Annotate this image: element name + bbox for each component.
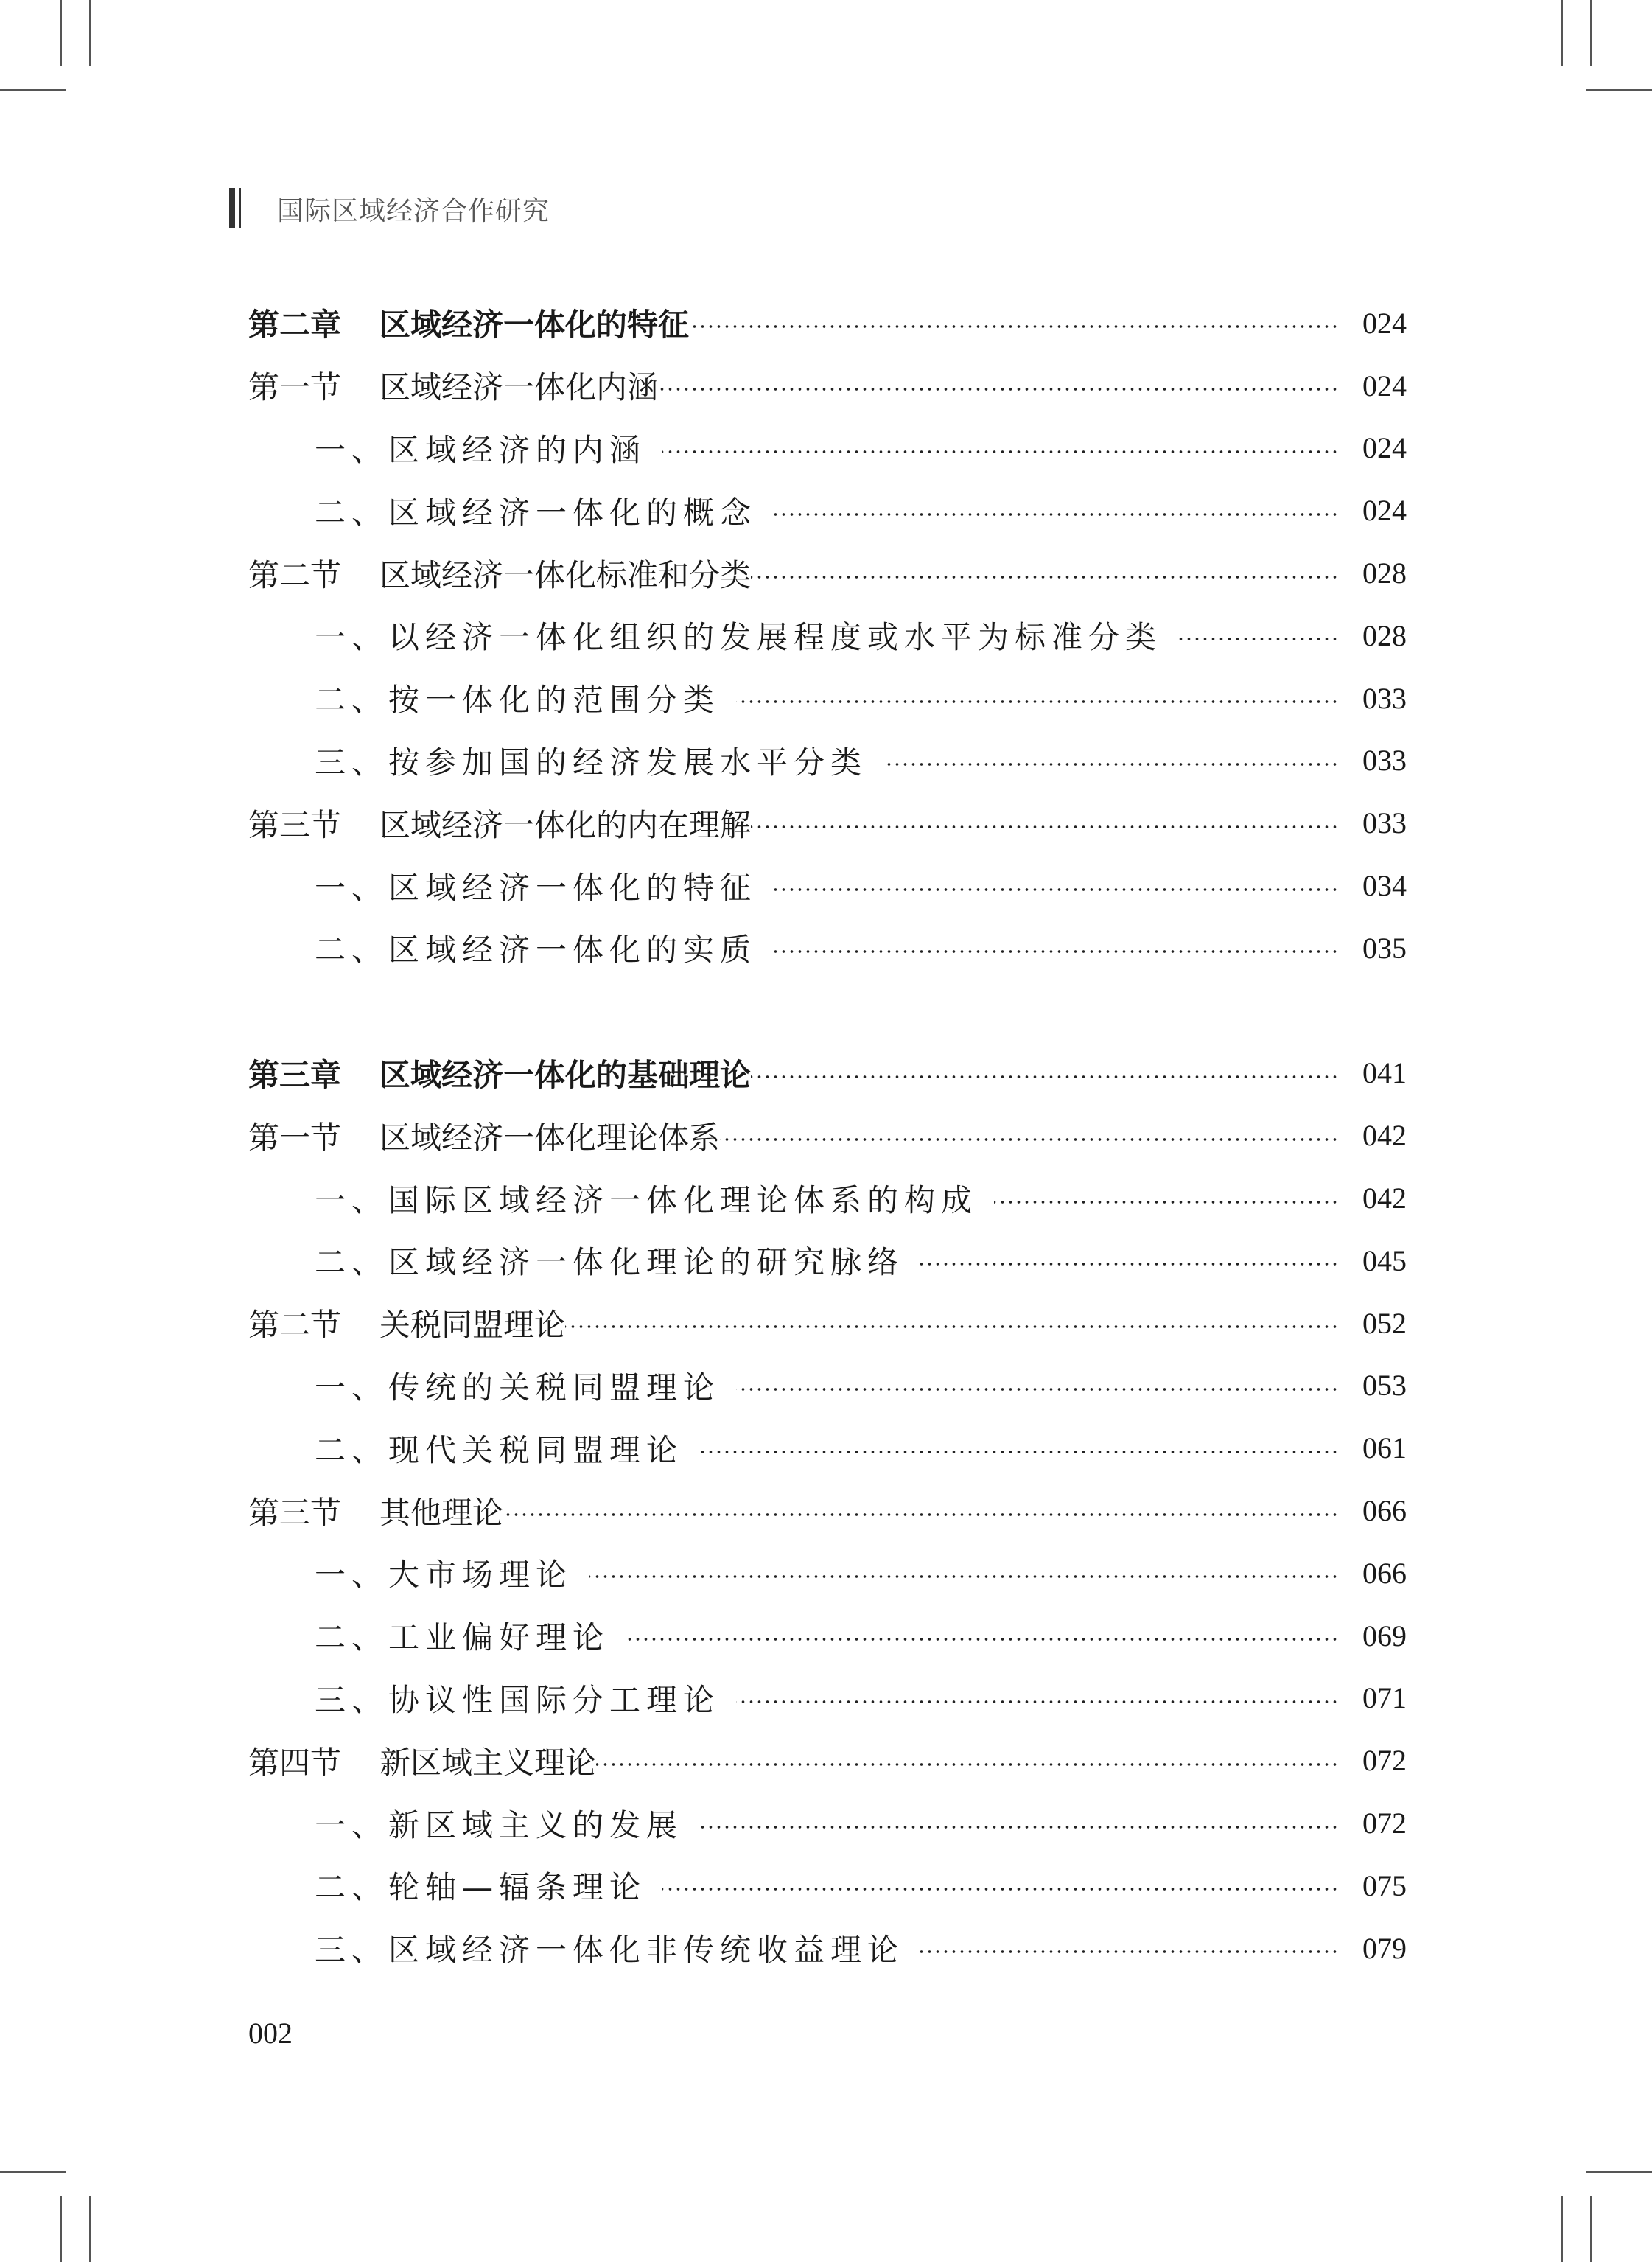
toc-entry-page: 041	[1362, 1056, 1407, 1090]
toc-entry-number: 第四节	[248, 1744, 342, 1781]
toc-section	[248, 792, 1407, 854]
toc-entry-page: 053	[1362, 1369, 1407, 1403]
toc-entry-title: 一、传统的关税同盟理论	[315, 1369, 721, 1406]
toc-entry-number: 第一节	[248, 1119, 342, 1156]
toc-entry-page: 061	[1362, 1431, 1407, 1465]
toc-item	[248, 604, 1407, 667]
toc-item	[248, 417, 1407, 480]
toc-entry-title: 一、大市场理论	[315, 1557, 573, 1593]
dot-leader	[503, 1512, 1339, 1517]
toc-entry-title: 二、工业偏好理论	[315, 1619, 610, 1656]
toc-entry-page: 075	[1362, 1868, 1407, 1902]
crop-mark	[60, 0, 62, 66]
toc-entry-label	[315, 489, 757, 533]
dot-leader	[751, 1075, 1339, 1079]
toc-entry-label	[315, 926, 757, 970]
toc-section	[248, 1479, 1407, 1542]
dot-leader	[626, 1637, 1339, 1641]
toc-item	[248, 1667, 1407, 1730]
toc-entry-number: 第二节	[248, 1307, 342, 1344]
toc-item	[248, 1355, 1407, 1417]
toc-section	[248, 355, 1407, 417]
toc-entry-page: 066	[1362, 1556, 1407, 1590]
dot-leader	[773, 949, 1339, 954]
toc-entry-page: 069	[1362, 1619, 1407, 1652]
toc-entry-page: 066	[1362, 1494, 1407, 1528]
toc-entry-title: 二、按一体化的范围分类	[315, 682, 721, 719]
toc-entry-page: 033	[1362, 681, 1407, 715]
toc-item	[248, 1167, 1407, 1229]
toc-item	[248, 917, 1407, 980]
toc-entry-title: 新区域主义理论	[379, 1744, 597, 1781]
toc-entry-page: 072	[1362, 1807, 1407, 1840]
toc-item	[248, 479, 1407, 542]
dot-leader	[773, 887, 1339, 892]
toc-entry-title: 一、国际区域经济一体化理论体系的构成	[315, 1181, 979, 1218]
toc-entry-page: 072	[1362, 1744, 1407, 1778]
crop-mark	[60, 2196, 62, 2262]
toc-entry-label	[315, 864, 757, 908]
dot-leader	[662, 450, 1339, 454]
dot-leader	[994, 1200, 1339, 1204]
crop-mark	[0, 89, 66, 91]
toc-entry-page: 024	[1362, 494, 1407, 528]
dot-leader	[596, 1762, 1339, 1767]
toc-item	[248, 667, 1407, 730]
toc-entry-page: 034	[1362, 869, 1407, 903]
toc-entry-number: 第三章	[248, 1056, 342, 1093]
crop-mark	[1590, 0, 1592, 66]
page-number: 002	[248, 2017, 293, 2050]
dot-leader	[720, 1137, 1339, 1142]
toc-entry-title: 二、区域经济一体化的实质	[315, 932, 757, 968]
toc-entry-page: 042	[1362, 1181, 1407, 1215]
toc-entry-page: 033	[1362, 806, 1407, 840]
toc-entry-page: 042	[1362, 1119, 1407, 1153]
toc-item	[248, 730, 1407, 792]
toc-entry-label	[315, 1364, 720, 1408]
toc-item	[248, 1605, 1407, 1667]
toc-entry-label	[248, 1114, 720, 1158]
toc-entry-label	[248, 1739, 596, 1783]
toc-entry-label	[315, 1176, 978, 1221]
toc-entry-label	[248, 1489, 503, 1533]
toc-entry-title: 关税同盟理论	[379, 1307, 566, 1344]
dot-leader	[736, 1387, 1339, 1392]
dot-leader	[565, 1324, 1339, 1329]
toc-entry-label	[315, 739, 867, 783]
toc-entry-page: 024	[1362, 369, 1407, 402]
toc-entry-title: 三、协议性国际分工理论	[315, 1681, 721, 1718]
toc-entry-label	[248, 1301, 565, 1345]
spacer	[248, 980, 1407, 1042]
toc-entry-title: 二、现代关税同盟理论	[315, 1431, 684, 1468]
dot-leader	[773, 512, 1339, 517]
toc-entry-title: 二、区域经济一体化的概念	[315, 494, 757, 531]
toc-entry-label	[248, 363, 658, 408]
toc-entry-label	[315, 1613, 609, 1658]
toc-chapter	[248, 1042, 1407, 1105]
toc-entry-title: 区域经济一体化标准和分类	[379, 556, 752, 593]
toc-entry-title: 区域经济一体化的基础理论	[379, 1056, 752, 1093]
toc-entry-number: 第三节	[248, 806, 342, 843]
toc-entry-label	[315, 1238, 904, 1282]
toc-item	[248, 1542, 1407, 1605]
toc-section	[248, 1292, 1407, 1355]
dot-leader	[1178, 637, 1339, 641]
toc-entry-title: 区域经济一体化的内在理解	[379, 806, 752, 843]
toc-entry-title: 其他理论	[379, 1494, 504, 1531]
crop-mark	[89, 2196, 91, 2262]
dot-leader	[689, 324, 1339, 329]
toc-entry-title: 一、新区域主义的发展	[315, 1807, 684, 1843]
toc-item	[248, 1854, 1407, 1917]
toc-entry-title: 二、区域经济一体化理论的研究脉络	[315, 1244, 905, 1281]
toc-item	[248, 1417, 1407, 1479]
table-of-contents	[248, 292, 1407, 1980]
dot-leader	[662, 1887, 1339, 1891]
toc-entry-label	[315, 1426, 683, 1470]
toc-entry-title: 一、区域经济一体化的特征	[315, 869, 757, 906]
toc-entry-page: 079	[1362, 1931, 1407, 1965]
crop-mark	[89, 0, 91, 66]
dot-leader	[699, 1450, 1339, 1454]
crop-mark	[1561, 0, 1563, 66]
toc-entry-page: 071	[1362, 1681, 1407, 1715]
dot-leader	[883, 762, 1339, 767]
toc-entry-number: 第一节	[248, 369, 342, 406]
toc-entry-label	[315, 1801, 683, 1846]
toc-entry-label	[315, 1551, 573, 1595]
dot-leader	[699, 1825, 1339, 1829]
toc-item	[248, 1792, 1407, 1854]
toc-entry-label	[248, 801, 751, 845]
dot-leader	[751, 825, 1339, 829]
toc-entry-title: 区域经济一体化理论体系	[379, 1119, 721, 1156]
dot-leader	[920, 1262, 1339, 1266]
crop-mark	[1586, 2171, 1652, 2173]
toc-entry-label	[248, 1051, 751, 1095]
toc-item	[248, 854, 1407, 917]
toc-entry-title: 三、区域经济一体化非传统收益理论	[315, 1932, 905, 1969]
dot-leader	[736, 1700, 1339, 1704]
toc-entry-title: 二、轮轴—辐条理论	[315, 1869, 647, 1906]
crop-mark	[1590, 2196, 1592, 2262]
crop-mark	[0, 2171, 66, 2173]
toc-entry-number: 第二节	[248, 556, 342, 593]
toc-entry-page: 024	[1362, 431, 1407, 465]
toc-entry-page: 028	[1362, 556, 1407, 590]
toc-entry-label	[248, 551, 751, 596]
dot-leader	[589, 1574, 1339, 1579]
toc-entry-title: 三、按参加国的经济发展水平分类	[315, 744, 868, 781]
dot-leader	[751, 575, 1339, 579]
toc-entry-title: 区域经济一体化的特征	[379, 307, 690, 343]
toc-entry-number: 第三节	[248, 1494, 342, 1531]
header-bar-ornament	[229, 188, 241, 228]
toc-entry-title: 一、区域经济的内涵	[315, 431, 647, 468]
toc-chapter	[248, 292, 1407, 355]
toc-entry-label	[315, 1863, 646, 1907]
toc-section	[248, 1729, 1407, 1792]
toc-section	[248, 1104, 1407, 1167]
toc-entry-page: 033	[1362, 744, 1407, 778]
toc-entry-label	[315, 426, 646, 470]
toc-entry-page: 052	[1362, 1306, 1407, 1340]
toc-entry-page: 024	[1362, 306, 1407, 340]
toc-entry-page: 035	[1362, 931, 1407, 965]
toc-item	[248, 1229, 1407, 1292]
dot-leader	[658, 387, 1339, 391]
toc-entry-number: 第二章	[248, 307, 342, 343]
toc-entry-label	[315, 1926, 904, 1970]
toc-entry-label	[248, 301, 689, 345]
toc-entry-page: 045	[1362, 1243, 1407, 1277]
dot-leader	[736, 699, 1339, 704]
crop-mark	[1561, 2196, 1563, 2262]
dot-leader	[920, 1949, 1339, 1954]
toc-item	[248, 1917, 1407, 1980]
running-header-title: 国际区域经济合作研究	[277, 196, 550, 226]
toc-entry-page: 028	[1362, 618, 1407, 652]
toc-entry-title: 一、以经济一体化组织的发展程度或水平为标准分类	[315, 619, 1163, 656]
crop-mark	[1586, 89, 1652, 91]
toc-entry-label	[315, 676, 720, 720]
toc-section	[248, 542, 1407, 604]
toc-entry-title: 区域经济一体化内涵	[379, 369, 659, 406]
toc-entry-label	[315, 613, 1162, 657]
toc-entry-label	[315, 1676, 720, 1720]
